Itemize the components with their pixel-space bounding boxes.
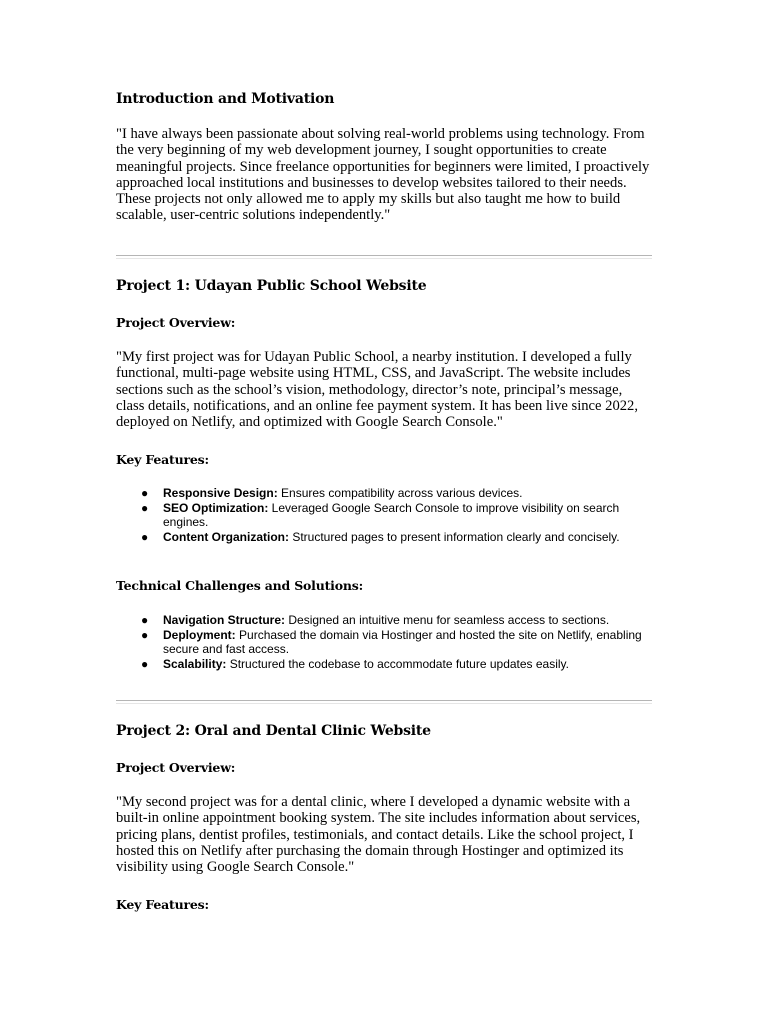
project2-overview-paragraph: "My second project was for a dental clinic, where I developed a dynamic website with a built-in online appointment booking system. The site includes information about services, pricing plans, dentist profiles, testimonials, and contact details. Like the school project, I hosted this on Netlify after purchasing the domain through Hostinger and optimized its visibility using Google Search Console." [116, 794, 641, 876]
challenge-item: ● Scalability: Structured the codebase to accommodate future updates easily. [141, 656, 570, 671]
project1-features-list [116, 486, 652, 544]
project1-challenges-heading: Technical Challenges and Solutions: [116, 578, 364, 593]
project1-heading: Project 1: Udayan Public School Website [116, 278, 427, 294]
bullet-icon: ● [141, 529, 149, 544]
bullet-icon: ● [141, 486, 149, 500]
challenge-item: ● Navigation Structure: Designed an intuitive menu for seamless access to sections. [141, 613, 610, 627]
project1-overview-paragraph: "My first project was for Udayan Public School, a nearby institution. I developed a fully functional, multi-page website using HTML, CSS, and JavaScript. The website includes sections such as the school’s vision, methodology, director’s note, principal’s message, class details, notifications, and an online fee payment system. It has been live since 2022, deployed on Netlify, and optimized with Google Search Console." [116, 349, 638, 431]
feature-item: ● Responsive Design: Ensures compatibility across various devices. [141, 486, 523, 500]
bullet-icon: ● [141, 613, 149, 627]
feature-item: ● SEO Optimization: Leveraged Google Search Console to improve visibility on search engines. [141, 500, 620, 530]
bullet-icon: ● [141, 500, 149, 515]
intro-heading: Introduction and Motivation [116, 91, 335, 107]
feature-item: ● Content Organization: Structured pages to present information clearly and concisely. [141, 529, 620, 544]
project2-heading: Project 2: Oral and Dental Clinic Website [116, 723, 431, 739]
bullet-icon: ● [141, 656, 149, 671]
bullet-icon: ● [141, 627, 149, 642]
section-divider [116, 700, 652, 704]
project1-challenges-list [116, 613, 652, 671]
project1-overview-heading: Project Overview: [116, 315, 236, 330]
intro-paragraph: "I have always been passionate about solving real-world problems using technology. From the very beginning of my web development journey, I sought opportunities to create meaningful projects. Since freelance opportunities for beginners were limited, I proactively approached local institutions and businesses to develop websites tailored to their needs. These projects not only allowed me to apply my skills but also taught me how to build scalable, user-centric solutions independently." [116, 126, 650, 224]
challenge-item: ● Deployment: Purchased the domain via Hostinger and hosted the site on Netlify, enabling secure and fast access. [141, 627, 642, 657]
project2-overview-heading: Project Overview: [116, 760, 236, 775]
project1-features-heading: Key Features: [116, 452, 209, 467]
section-divider [116, 255, 652, 259]
project2-features-heading: Key Features: [116, 897, 209, 912]
